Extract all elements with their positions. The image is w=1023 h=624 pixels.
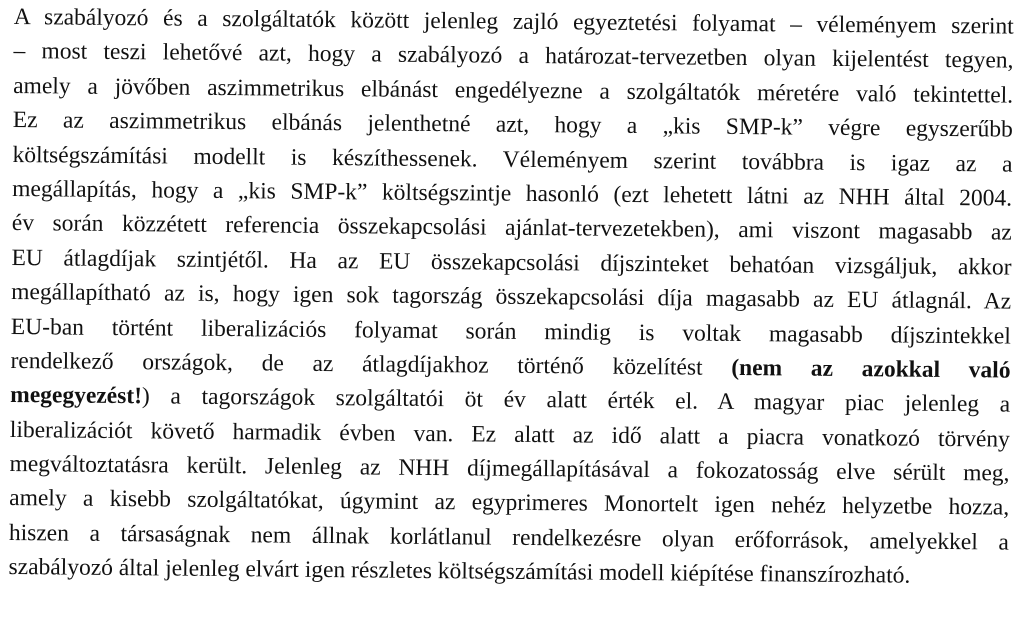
text-line-8: EU átlagdíjak szintjétől. Ha az EU összekapcsolási díjszinteket behatóan vizsgáljuk, akkor [11, 244, 1012, 281]
text-line-7: év során közzétett referencia összekapcsolási ajánlat-tervezetekben), ami viszont magasabb az [11, 210, 1012, 246]
text-line-9: megállapítható az is, hogy igen sok tagország összekapcsolási díja magasabb az EU átlagnál. Az [11, 279, 1012, 315]
text-line-11-plain: rendelkező országok, de az átlagdíjakhoz történő közelítést [10, 347, 703, 381]
text-line-5: költségszámítási modellt is készíthessenek. Véleményem szerint továbbra is igaz az a [12, 141, 1013, 178]
text-line-4: Ez az aszimmetrikus elbánás jelenthetné azt, hogy a „kis SMP-k” végre egyszerűbb [12, 107, 1013, 143]
text-line-16: hiszen a társaságnak nem állnak korlátlanul rendelkezésre olyan erőforrások, amelyekkel a [8, 519, 1009, 556]
text-line-17: szabályozó által jelenleg elvárt igen részletes költségszámítási modell kiépítése finanszírozható. [8, 554, 911, 589]
text-line-1: A szabályozó és a szolgáltatók között jelenleg zajló egyeztetési folyamat – véleményem szerint [13, 3, 1014, 40]
text-line-3: amely a jövőben aszimmetrikus elbánást engedélyezne a szolgáltatók méretére való tekintettel. [13, 72, 1014, 109]
text-line-10: EU-ban történt liberalizációs folyamat során mindig is voltak magasabb díjszintekkel [10, 313, 1011, 350]
text-line-2: – most teszi lehetővé azt, hogy a szabályozó a határozat-tervezetben olyan kijelentést tegyen, [13, 38, 1014, 74]
text-line-15: amely a kisebb szolgáltatókat, úgymint az egyprimeres Monortelt igen nehéz helyzetbe hozza, [9, 485, 1010, 522]
text-line-12-plain: ) a tagországok szolgáltatói öt év alatt érték el. A magyar piac jelenleg a [141, 383, 1011, 418]
text-line-13: liberalizációt követő harmadik évben van. Ez alatt az idő alatt a piacra vonatkozó törvény [9, 416, 1010, 453]
text-line-12-bold: megegyezést! [10, 382, 143, 410]
text-line-14: megváltoztatásra került. Jelenleg az NHH díjmegállapításával a fokozatosság elve sérült meg, [9, 451, 1010, 487]
scanned-text-block [8, 0, 1014, 594]
text-line-11-bold: (nem az azokkal való [731, 354, 1011, 384]
text-line-6: megállapítás, hogy a „kis SMP-k” költségszintje hasonló (ezt lehetett látni az NHH által 2004. [12, 175, 1013, 212]
